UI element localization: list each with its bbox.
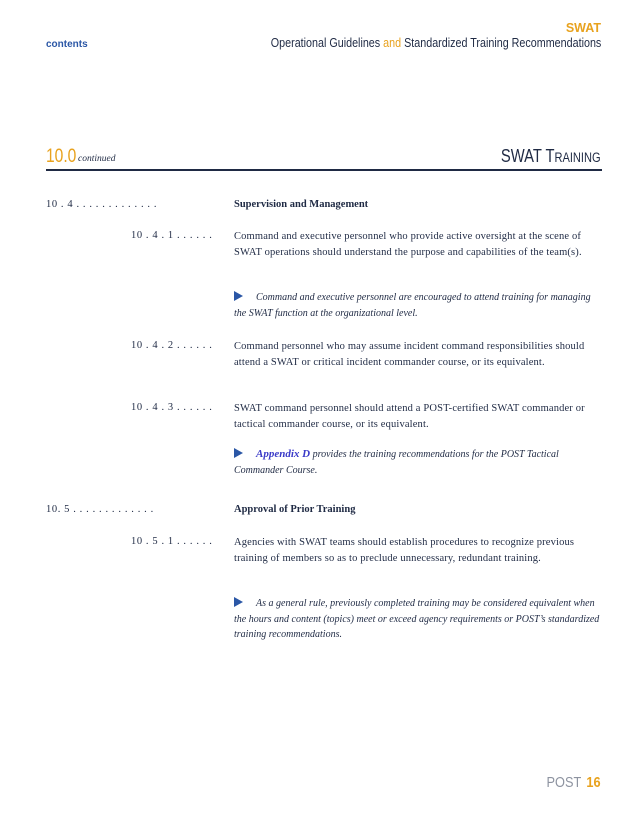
item-text-10-5-1: Agencies with SWAT teams should establish procedures to recognize previous training of members so as to preclude unnecessary, redundant training. bbox=[234, 537, 575, 564]
header-subtitle bbox=[271, 36, 601, 50]
item-text-10-4-1: Command and executive personnel who provide active oversight at the scene of SWAT operations should understand the purpose and capabilities of the team(s). bbox=[234, 231, 582, 258]
note-text-10-5-1: As a general rule, previously completed training may be considered equivalent when the hours and content (topics) meet or exceed agency requirements or POST’s standardized training recommendations. bbox=[234, 598, 600, 640]
note-10-4-3 bbox=[234, 447, 604, 478]
note-text-10-4-1: Command and executive personnel are encouraged to attend training for managing the SWAT function at the organizational level. bbox=[234, 292, 591, 319]
item-heading-10-4: Supervision and Management bbox=[234, 199, 369, 210]
section-number: 10.0 bbox=[46, 146, 77, 167]
header-subtitle-and: and bbox=[382, 36, 401, 50]
item-heading-10-5: Approval of Prior Training bbox=[234, 504, 356, 515]
header-subtitle-pre: Operational Guidelines bbox=[270, 36, 380, 50]
section-title-rest: RAINING bbox=[554, 150, 601, 165]
header-subtitle-post: Standardized Training Recommendations bbox=[403, 36, 601, 50]
note-10-4-1 bbox=[234, 290, 604, 321]
footer-label: POST bbox=[546, 774, 582, 791]
triangle-right-icon bbox=[234, 448, 243, 458]
item-number-10-5-1: 10 . 5 . 1 . . . . . . bbox=[131, 536, 213, 547]
page-number: 16 bbox=[586, 774, 601, 791]
item-number-10-4-2: 10 . 4 . 2 . . . . . . bbox=[131, 340, 213, 351]
item-number-10-4: 10 . 4 . . . . . . . . . . . . . bbox=[46, 199, 158, 210]
item-number-10-5: 10. 5 . . . . . . . . . . . . . bbox=[46, 504, 154, 515]
item-text-10-4-3: SWAT command personnel should attend a POST-certified SWAT commander or tactical commander course, or its equivalent. bbox=[234, 403, 585, 430]
appendix-d-link[interactable]: Appendix D bbox=[256, 448, 311, 460]
contents-link[interactable]: contents bbox=[46, 39, 88, 50]
section-title-first: SWAT T bbox=[501, 146, 555, 166]
item-number-10-4-1: 10 . 4 . 1 . . . . . . bbox=[131, 230, 213, 241]
section-title bbox=[501, 146, 601, 167]
item-number-10-4-3: 10 . 4 . 3 . . . . . . bbox=[131, 402, 213, 413]
note-10-5-1 bbox=[234, 596, 604, 643]
section-continued: continued bbox=[78, 154, 116, 164]
section-divider bbox=[46, 169, 602, 171]
triangle-right-icon bbox=[234, 291, 243, 301]
note-text-10-4-3: provides the training recommendations for the POST Tactical Commander Course. bbox=[234, 449, 559, 476]
header-brand: SWAT bbox=[565, 21, 601, 35]
triangle-right-icon bbox=[234, 597, 243, 607]
item-text-10-4-2: Command personnel who may assume incident command responsibilities should attend a SWAT or critical incident commander course, or its equivalent. bbox=[234, 341, 585, 368]
page-footer bbox=[547, 774, 601, 791]
